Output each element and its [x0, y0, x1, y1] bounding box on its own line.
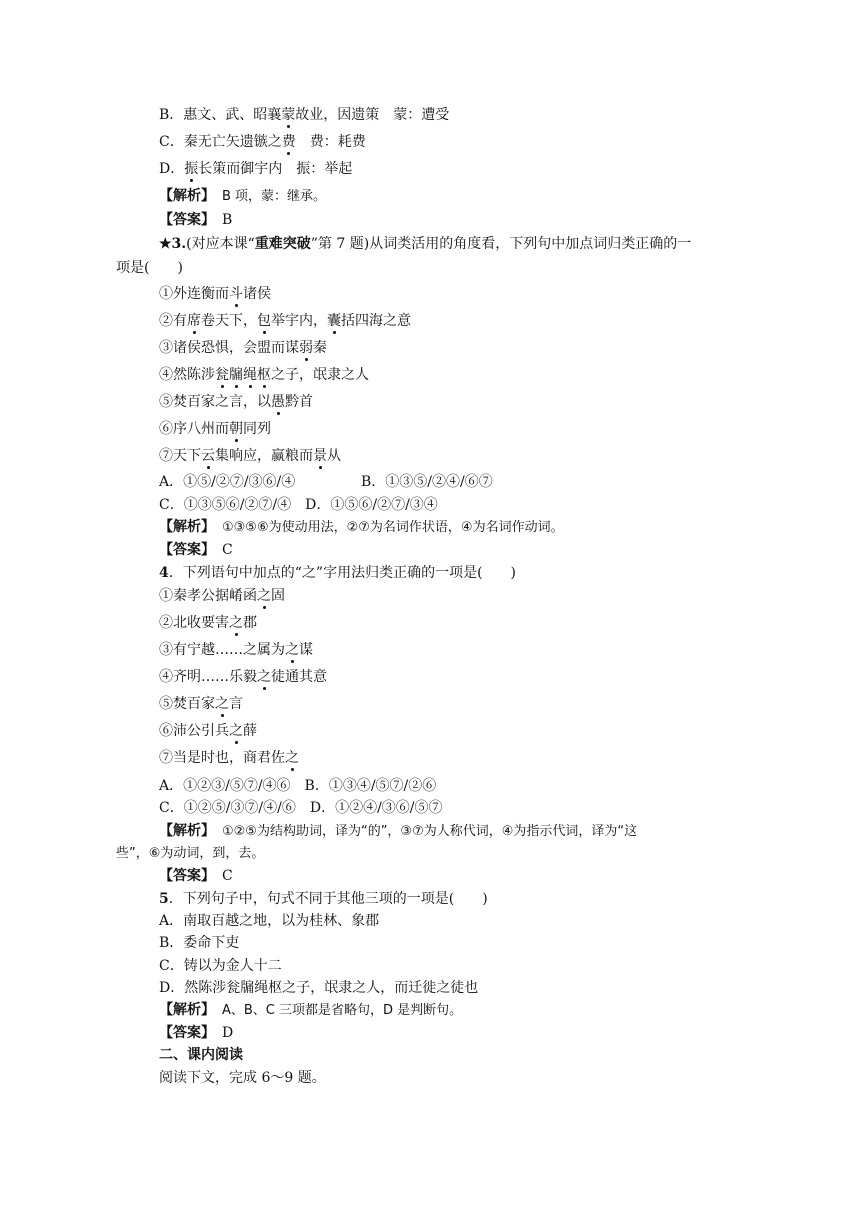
q3-item-7: ⑦天下云集响应，赢粮而景从 — [159, 448, 341, 464]
q3-option-b: B．①③⑤/②④/⑥⑦ — [361, 474, 493, 490]
q4-item-3: ③有宁越……之属为之谋 — [159, 642, 313, 658]
reading-intro: 阅读下文，完成 6～9 题。 — [159, 1070, 326, 1086]
q4-analysis — [159, 821, 637, 842]
analysis-label: 【解析】 — [159, 823, 208, 839]
q5-answer — [159, 1023, 233, 1043]
analysis-text: B 项，蒙：继承。 — [222, 189, 327, 204]
answer-label: 【答案】 — [159, 1025, 208, 1041]
q2-answer — [159, 210, 232, 230]
q3-item-4: ④然陈涉瓮牖绳枢之子，氓隶之人 — [159, 367, 369, 383]
q2-option-b: B．惠文、武、昭襄蒙故业，因遗策 蒙：遭受 — [159, 107, 450, 123]
analysis-label: 【解析】 — [159, 519, 208, 535]
q4-option-ab: A．①②③/⑤⑦/④⑥ B．①③④/⑤⑦/②⑥ — [159, 778, 437, 794]
answer-text: B — [222, 212, 233, 228]
answer-label: 【答案】 — [159, 542, 208, 558]
q4-option-cd: C．①②⑤/③⑦/④/⑥ D．①②④/③⑥/⑤⑦ — [159, 800, 443, 816]
analysis-label: 【解析】 — [159, 1002, 208, 1018]
q3-item-2: ②有席卷天下，包举宇内，囊括四海之意 — [159, 313, 411, 329]
answer-label: 【答案】 — [159, 212, 208, 228]
analysis-text: ①③⑤⑥为使动用法，②⑦为名词作状语，④为名词作动词。 — [222, 520, 564, 535]
q4-item-7: ⑦当是时也，商君佐之 — [159, 750, 299, 766]
q2-option-c: C．秦无亡矢遗镞之费 费：耗费 — [159, 134, 366, 150]
q4-item-2: ②北收要害之郡 — [159, 615, 257, 631]
q3-option-a: A．①⑤/②⑦/③⑥/④ — [159, 474, 296, 490]
q5-heading: 5．下列句子中，句式不同于其他三项的一项是( ) — [159, 891, 488, 907]
q5-analysis — [159, 1000, 462, 1021]
q4-answer — [159, 866, 233, 886]
q3-option-cd: C．①③⑤⑥/②⑦/④ D．①⑤⑥/②⑦/③④ — [159, 497, 438, 513]
q3-item-6: ⑥序八州而朝同列 — [159, 421, 271, 437]
q4-item-6: ⑥沛公引兵之薛 — [159, 723, 257, 739]
analysis-text: A、B、C 三项都是省略句，D 是判断句。 — [222, 1003, 463, 1018]
q4-heading: 4．下列语句中加点的“之”字用法归类正确的一项是( ) — [159, 565, 516, 581]
q3-item-5: ⑤焚百家之言，以愚黔首 — [159, 394, 313, 410]
analysis-label: 【解析】 — [159, 188, 208, 204]
analysis-text: ①②⑤为结构助词，译为“的”，③⑦为人称代词，④为指示代词，译为“这 — [222, 824, 638, 839]
q3-heading: ★3.(对应本课“重难突破”第 7 题)从词类活用的角度看，下列句中加点词归类正确的一 — [159, 236, 692, 252]
q5-option-d: D．然陈涉瓮牖绳枢之子，氓隶之人，而迁徙之徒也 — [159, 980, 479, 996]
section-heading: 二、课内阅读 — [159, 1047, 243, 1063]
q4-item-4: ④齐明……乐毅之徒通其意 — [159, 669, 327, 685]
q4-analysis-cont: 些”，⑥为动词，到，去。 — [116, 846, 265, 861]
q4-item-5: ⑤焚百家之言 — [159, 696, 243, 712]
q3-heading-cont: 项是( ) — [116, 260, 183, 276]
answer-text: C — [222, 868, 233, 884]
q3-analysis — [159, 517, 564, 538]
q2-analysis — [159, 186, 326, 207]
answer-label: 【答案】 — [159, 868, 208, 884]
q5-option-b: B．委命下吏 — [159, 935, 240, 951]
q5-option-a: A．南取百越之地，以为桂林、象郡 — [159, 913, 380, 929]
q2-option-d: D．振长策而御宇内 振：举起 — [159, 161, 353, 177]
q3-item-3: ③诸侯恐惧，会盟而谋弱秦 — [159, 340, 327, 356]
answer-text: C — [222, 542, 233, 558]
q4-item-1: ①秦孝公据崤函之固 — [159, 588, 285, 604]
q3-answer — [159, 540, 233, 560]
q5-option-c: C．铸以为金人十二 — [159, 958, 282, 974]
q3-item-1: ①外连衡而斗诸侯 — [159, 286, 271, 302]
answer-text: D — [222, 1025, 234, 1041]
